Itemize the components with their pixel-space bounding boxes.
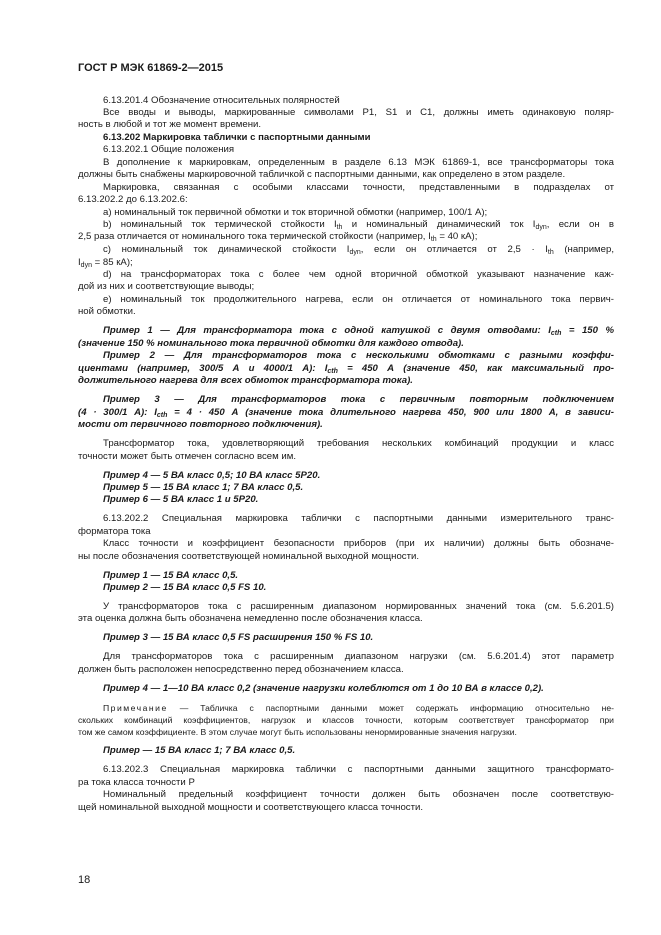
section-heading: 6.13.202.2 Специальная маркировка таблички с паспортными данными измерительного транс- xyxy=(103,513,614,524)
paragraph-line: Трансформатор тока, удовлетворяющий требования нескольких комбинаций продукции и класс xyxy=(103,438,614,449)
example-line: Пример — 15 ВА класс 1; 7 ВА класс 0,5. xyxy=(103,745,296,756)
paragraph-line: ны после обозначения соответствующей номинальной выходной мощности. xyxy=(78,551,419,562)
example-line: Пример 5 — 15 ВА класс 1; 7 ВА класс 0,5. xyxy=(103,482,304,493)
paragraph-line: У трансформаторов тока с расширенным диапазоном нормированных значений тока (см. 5.6.201.5) xyxy=(103,601,614,612)
paragraph-line: Все вводы и выводы, маркированные символами Р1, S1 и С1, должны иметь одинаковую поляр- xyxy=(103,107,614,118)
paragraph-line: Номинальный предельный коэффициент точности должен быть обозначен после соответствую- xyxy=(103,789,614,800)
section-heading: форматора тока xyxy=(78,526,151,537)
list-item: c) номинальный ток динамической стойкости $I_{dyn}$, если он отличается от $2,5 \cdot I_{th}$ (например, xyxy=(103,244,614,256)
list-item: a) номинальный ток первичной обмотки и ток вторичной обмотки (например, 100/1 А); xyxy=(103,207,488,218)
example-line: Пример 1 — 15 ВА класс 0,5. xyxy=(103,570,239,581)
example-line: Пример 3 — Для трансформаторов тока с первичным повторным подключением xyxy=(103,394,614,405)
note-line: том же самом коэффициенте. В этом случае могут быть использованы ненормированные значения нагрузки. xyxy=(78,727,517,737)
page-number: 18 xyxy=(78,874,91,886)
paragraph-line: Класс точности и коэффициент безопасности приборов (при их наличии) должны быть обозначе- xyxy=(103,538,614,549)
list-item: 2,5 раза отличается от номинального тока термической стойкости (например, $I_{th} = 40$ кА); xyxy=(78,231,478,243)
example-line: Пример 6 — 5 ВА класс 1 и 5Р20. xyxy=(103,494,259,505)
example-line: Пример 3 — 15 ВА класс 0,5 FS расширения 150 % FS 10. xyxy=(103,632,374,643)
list-item: d) на трансформаторах тока с более чем одной вторичной обмоткой указывают назначение каж- xyxy=(103,269,614,280)
paragraph-line: щей номинальной выходной мощности и соответствующего класса точности. xyxy=(78,802,424,813)
paragraph-line: эта оценка должна быть обозначена немедленно после обозначения класса. xyxy=(78,613,423,624)
list-item: $I_{dyn} = 85$ кА); xyxy=(78,257,133,269)
example-line: Пример 4 — 1—10 ВА класс 0,2 (значение нагрузки колеблются от 1 до 10 ВА в классе 0,2). xyxy=(103,683,544,694)
list-item: b) номинальный ток термической стойкости $I_{th}$ и номинальный динамический ток $I_{dyn}$, если он в xyxy=(103,219,614,231)
document-header: ГОСТ Р МЭК 61869-2—2015 xyxy=(78,62,224,74)
example-line: (значение 150 % номинального тока первичной обмотки для каждого отвода). xyxy=(78,338,464,349)
paragraph-line: В дополнение к маркировкам, определенным в разделе 6.13 МЭК 61869-1, все трансформаторы тока xyxy=(103,157,614,168)
example-line: Пример 4 — 5 ВА класс 0,5; 10 ВА класс 5Р20. xyxy=(103,470,321,481)
example-line: мости от первичного повторного подключения). xyxy=(78,419,323,430)
section-heading: 6.13.202.3 Специальная маркировка таблички с паспортными данными защитного трансформато- xyxy=(103,764,614,775)
section-heading: 6.13.201.4 Обозначение относительных полярностей xyxy=(103,95,340,106)
list-item: e) номинальный ток продолжительного нагрева, если он отличается от номинального тока первич- xyxy=(103,294,614,305)
example-line: должительного нагрева для всех обмоток трансформатора тока). xyxy=(78,375,413,386)
paragraph-line: ность в любой и тот же момент времени. xyxy=(78,119,262,130)
paragraph-line: должен быть расположен непосредственно перед обозначением класса. xyxy=(78,664,404,675)
section-heading: 6.13.202 Маркировка таблички с паспортными данными xyxy=(103,132,371,143)
example-line: Пример 2 — Для трансформаторов тока с несколькими обмотками с разными коэффи- xyxy=(103,350,614,361)
paragraph-line: Маркировка, связанная с особыми классами точности, представленными в подразделах от xyxy=(103,182,614,193)
paragraph-line: Для трансформаторов тока с расширенным диапазоном нагрузки (см. 5.6.201.4) этот параметр xyxy=(103,651,614,662)
example-line: Пример 2 — 15 ВА класс 0,5 FS 10. xyxy=(103,582,267,593)
example-line: Пример 1 — Для трансформатора тока с одной катушкой с двумя отводами: $I_{cth} = 150$ % xyxy=(103,325,614,337)
section-heading: ра тока класса точности Р xyxy=(78,777,195,788)
example-line: циентами (например, 300/5 А и 4000/1 А): $I_{cth} = 450$ А (значение 450, как максимальный про- xyxy=(78,363,614,375)
paragraph-line: должны быть снабжены маркировочной табличкой с паспортными данными, как определено в этом разделе. xyxy=(78,169,566,180)
list-item: дой из них и соответствующие выводы; xyxy=(78,281,255,292)
example-line: (4 · 300/1 А): $I_{cth} = 4 \cdot 450$ А (значение тока длительного нагрева 450, 900 или 1800 А, в зависи- xyxy=(78,407,614,419)
list-item: ной обмотки. xyxy=(78,306,136,317)
paragraph-line: 6.13.202.2 до 6.13.202.6: xyxy=(78,194,188,205)
note-line: скольких комбинаций коэффициентов, нагрузок и классов точности, которым соответствует трансформатор при xyxy=(78,715,614,725)
note-line: Примечание — Табличка с паспортными данными может содержать информацию относительно не- xyxy=(103,703,614,713)
section-heading: 6.13.202.1 Общие положения xyxy=(103,144,235,155)
paragraph-line: точности может быть отмечен согласно всем им. xyxy=(78,451,297,462)
